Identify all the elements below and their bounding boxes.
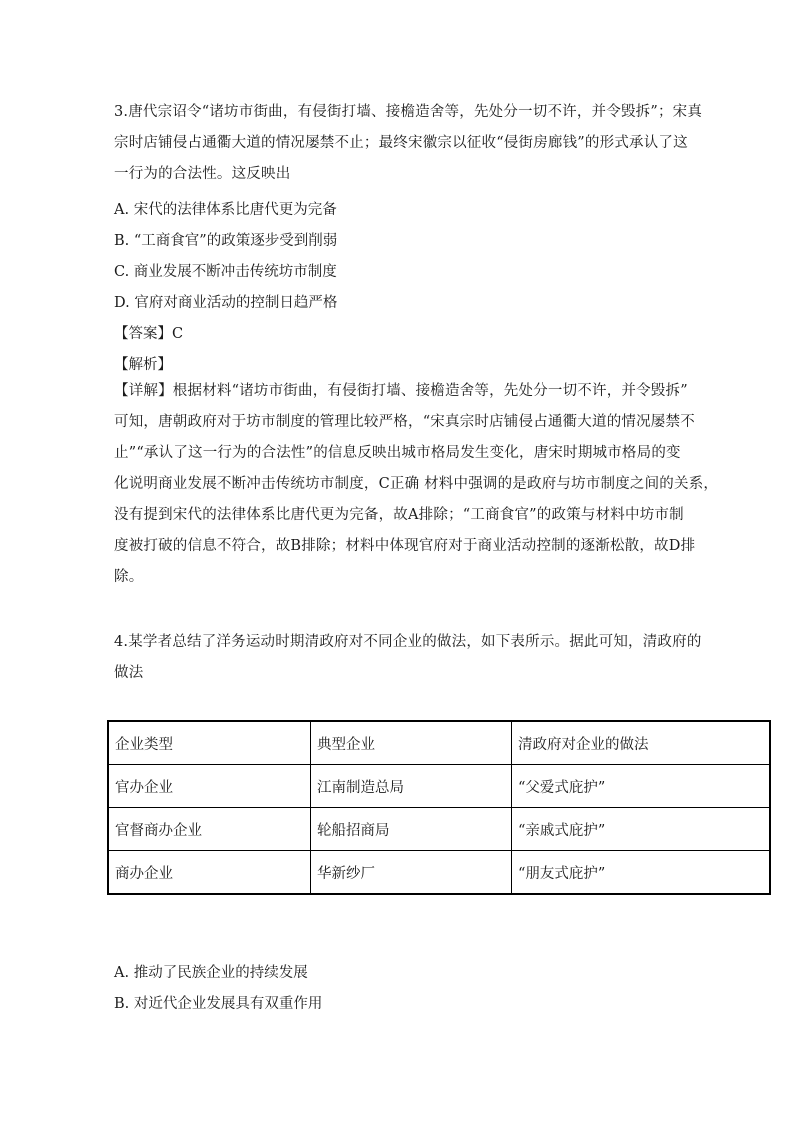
q3-answer: 【答案】C — [114, 326, 184, 342]
table-header-cell: 企业类型 — [108, 721, 311, 765]
q3-stem-line: 宗时店铺侵占通衢大道的情况屡禁不止；最终宋徽宗以征收“侵街房廊钱”的形式承认了这 — [114, 135, 688, 151]
table-cell: 轮船招商局 — [311, 808, 512, 851]
q3-analysis-label: 【解析】 — [114, 357, 172, 373]
explanation-line: 没有提到宋代的法律体系比唐代更为完备，故A排除；“工商食官”的政策与材料中坊市制 — [114, 507, 684, 523]
table-cell: “朋友式庇护” — [512, 851, 771, 895]
q3-stem-line: 3.唐代宗诏令“诸坊市街曲，有侵街打墙、接檐造舍等，先处分一切不许，并令毁拆”；宋真 — [114, 104, 703, 120]
explanation-line: 化说明商业发展不断冲击传统坊市制度，C正确 材料中强调的是政府与坊市制度之间的关系， — [114, 476, 719, 492]
table-header-cell: 典型企业 — [311, 721, 512, 765]
table-header-cell: 清政府对企业的做法 — [512, 721, 771, 765]
table-cell: “亲戚式庇护” — [512, 808, 771, 851]
table-cell: 官办企业 — [108, 765, 311, 808]
q4-option-a: A. 推动了民族企业的持续发展 — [114, 965, 308, 981]
q4-stem-line: 4.某学者总结了洋务运动时期清政府对不同企业的做法，如下表所示。据此可知，清政府的 — [114, 634, 702, 650]
q3-option-b: B. “工商食官”的政策逐步受到削弱 — [114, 233, 338, 249]
table-cell: “父爱式庇护” — [512, 765, 771, 808]
table-cell: 官督商办企业 — [108, 808, 311, 851]
explanation-line: 可知，唐朝政府对于坊市制度的管理比较严格，“宋真宗时店铺侵占通衢大道的情况屡禁不 — [114, 414, 695, 430]
table-cell: 江南制造总局 — [311, 765, 512, 808]
enterprise-table — [107, 720, 771, 895]
table-row — [108, 765, 770, 808]
q3-explanation — [114, 376, 719, 593]
q4-stem-line: 做法 — [114, 665, 144, 681]
q4-option-b: B. 对近代企业发展具有双重作用 — [114, 996, 323, 1012]
table-row — [108, 808, 770, 851]
q3-option-a: A. 宋代的法律体系比唐代更为完备 — [114, 202, 337, 218]
table-header-row — [108, 721, 770, 765]
q3-option-d: D. 官府对商业活动的控制日趋严格 — [114, 295, 338, 311]
q3-option-c: C. 商业发展不断冲击传统坊市制度 — [114, 264, 337, 280]
table-cell: 华新纱厂 — [311, 851, 512, 895]
explanation-line: 【详解】根据材料“诸坊市街曲，有侵街打墙、接檐造舍等，先处分一切不许，并令毁拆” — [114, 383, 688, 399]
table-row — [108, 851, 770, 895]
q3-stem-line: 一行为的合法性。这反映出 — [114, 166, 291, 182]
table-cell: 商办企业 — [108, 851, 311, 895]
explanation-line: 度被打破的信息不符合，故B排除；材料中体现官府对于商业活动控制的逐渐松散，故D排 — [114, 538, 696, 554]
explanation-line: 除。 — [114, 569, 144, 585]
explanation-line: 止”“承认了这一行为的合法性”的信息反映出城市格局发生变化，唐宋时期城市格局的变 — [114, 445, 681, 461]
q3-stem — [114, 97, 703, 190]
q4-stem — [114, 627, 702, 689]
